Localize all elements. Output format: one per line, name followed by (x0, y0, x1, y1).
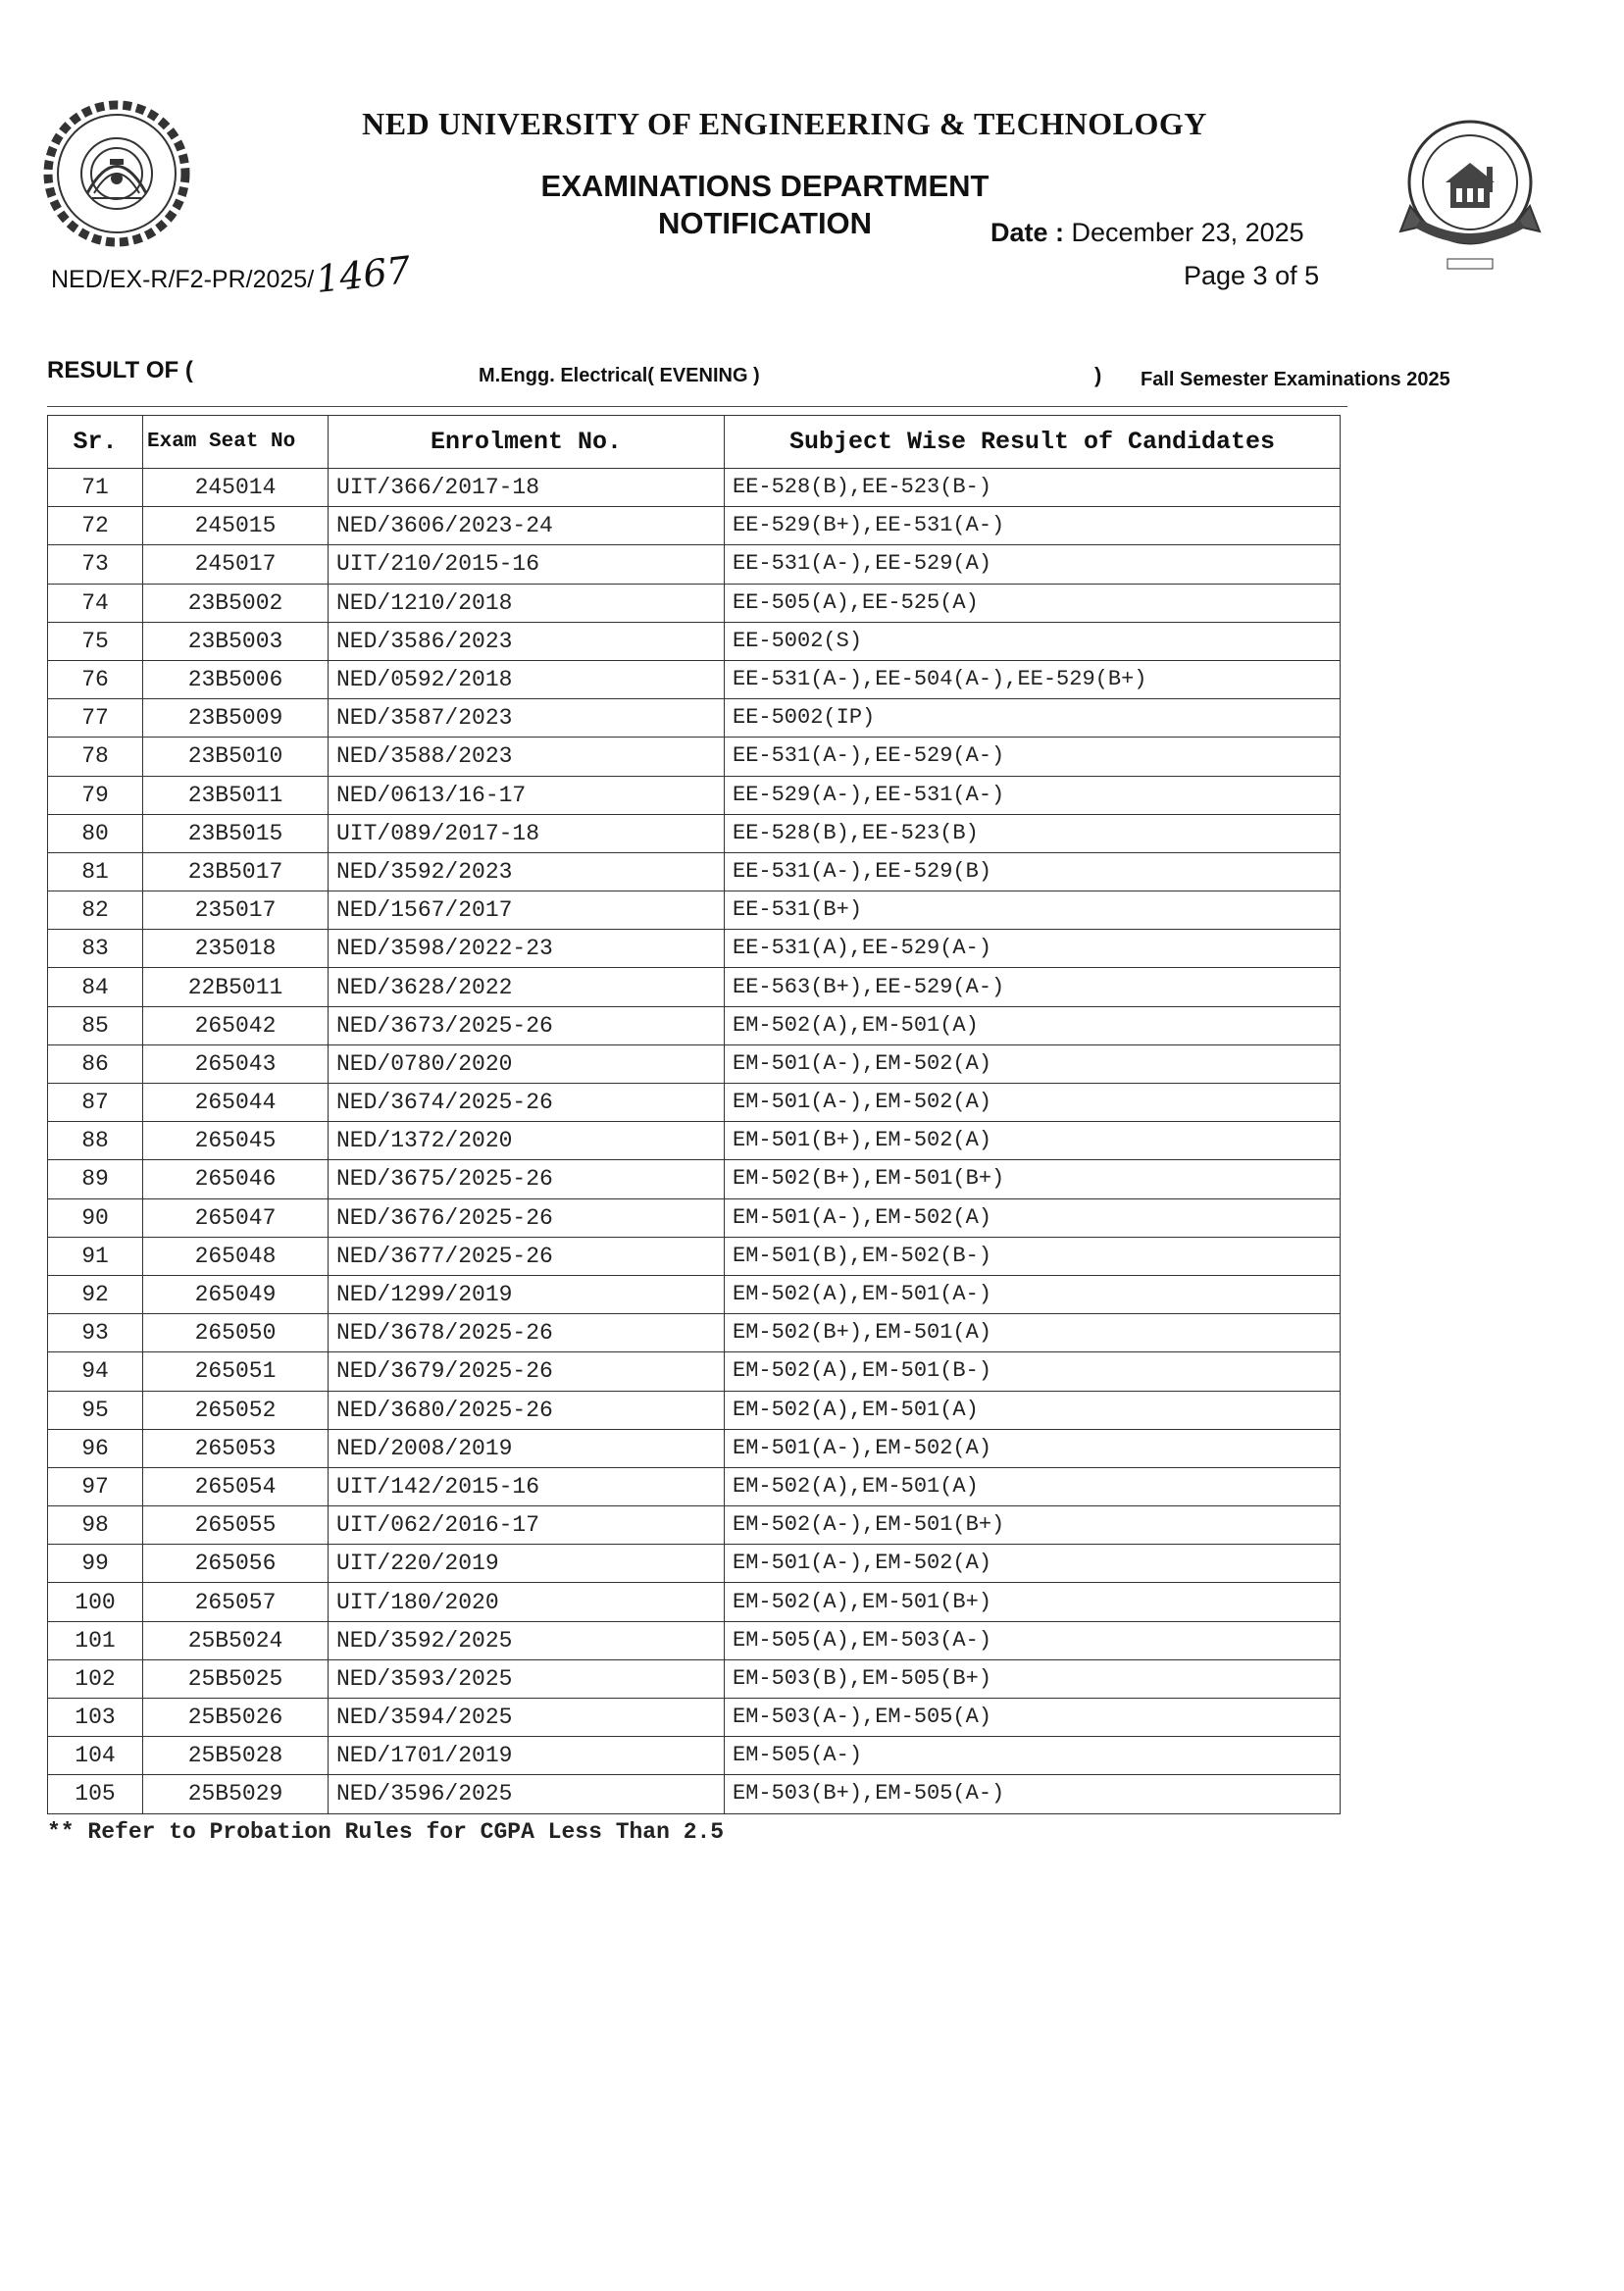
enrolment-cell: UIT/062/2016-17 (329, 1506, 725, 1545)
enrolment-cell: NED/3592/2023 (329, 852, 725, 891)
enrolment-cell: NED/3598/2022-23 (329, 930, 725, 968)
sr-cell: 87 (48, 1084, 143, 1122)
table-row (48, 507, 1341, 545)
enrolment-cell: NED/3673/2025-26 (329, 1006, 725, 1044)
enrolment-cell: NED/3586/2023 (329, 622, 725, 660)
enrolment-cell: UIT/366/2017-18 (329, 469, 725, 507)
result-cell: EE-531(A),EE-529(A-) (725, 930, 1341, 968)
table-row (48, 1391, 1341, 1429)
sr-cell: 79 (48, 776, 143, 814)
exam-seat-cell: 265047 (143, 1198, 329, 1237)
sr-cell: 92 (48, 1275, 143, 1313)
exam-seat-cell: 265055 (143, 1506, 329, 1545)
table-row (48, 738, 1341, 776)
sr-cell: 73 (48, 545, 143, 584)
sr-cell: 84 (48, 968, 143, 1006)
sr-cell: 75 (48, 622, 143, 660)
date-label: Date : (990, 218, 1065, 247)
result-cell: EE-5002(IP) (725, 699, 1341, 738)
result-cell: EE-529(B+),EE-531(A-) (725, 507, 1341, 545)
enrolment-cell: NED/3606/2023-24 (329, 507, 725, 545)
result-cell: EM-501(B),EM-502(B-) (725, 1237, 1341, 1275)
table-row (48, 545, 1341, 584)
exam-seat-cell: 23B5015 (143, 814, 329, 852)
exam-seat-cell: 245015 (143, 507, 329, 545)
notification-title: NOTIFICATION (657, 206, 873, 240)
enrolment-cell: NED/0613/16-17 (329, 776, 725, 814)
result-cell: EE-531(A-),EE-504(A-),EE-529(B+) (725, 660, 1341, 698)
result-cell: EM-501(A-),EM-502(A) (725, 1198, 1341, 1237)
sr-cell: 76 (48, 660, 143, 698)
result-cell: EM-503(B+),EM-505(A-) (725, 1775, 1341, 1813)
sr-cell: 102 (48, 1659, 143, 1698)
exam-seat-cell: 245014 (143, 469, 329, 507)
exam-seat-cell: 265043 (143, 1044, 329, 1083)
enrolment-cell: NED/1210/2018 (329, 584, 725, 622)
sr-cell: 82 (48, 891, 143, 930)
table-row (48, 1160, 1341, 1198)
result-cell: EM-505(A-) (725, 1737, 1341, 1775)
sr-cell: 94 (48, 1352, 143, 1391)
table-row (48, 1583, 1341, 1621)
exam-seat-cell: 265057 (143, 1583, 329, 1621)
sr-cell: 72 (48, 507, 143, 545)
result-cell: EE-531(A-),EE-529(B) (725, 852, 1341, 891)
sr-cell: 85 (48, 1006, 143, 1044)
exam-seat-cell: 265050 (143, 1314, 329, 1352)
exam-seat-cell: 235018 (143, 930, 329, 968)
probation-footnote: ** Refer to Probation Rules for CGPA Less Than 2.5 (47, 1819, 725, 1845)
result-cell: EE-563(B+),EE-529(A-) (725, 968, 1341, 1006)
sr-cell: 81 (48, 852, 143, 891)
result-cell: EM-502(A),EM-501(B-) (725, 1352, 1341, 1391)
sr-cell: 80 (48, 814, 143, 852)
sr-cell: 95 (48, 1391, 143, 1429)
exam-seat-cell: 23B5011 (143, 776, 329, 814)
enrolment-cell: UIT/180/2020 (329, 1583, 725, 1621)
sr-cell: 91 (48, 1237, 143, 1275)
table-row (48, 814, 1341, 852)
enrolment-cell: NED/3594/2025 (329, 1699, 725, 1737)
result-cell: EE-531(B+) (725, 891, 1341, 930)
table-row (48, 699, 1341, 738)
table-row (48, 1275, 1341, 1313)
enrolment-cell: NED/3588/2023 (329, 738, 725, 776)
enrolment-cell: NED/3680/2025-26 (329, 1391, 725, 1429)
exam-seat-cell: 265044 (143, 1084, 329, 1122)
sr-cell: 77 (48, 699, 143, 738)
enrolment-cell: NED/0592/2018 (329, 660, 725, 698)
col-header-sr: Sr. (48, 416, 143, 469)
enrolment-cell: NED/1567/2017 (329, 891, 725, 930)
result-cell: EE-531(A-),EE-529(A) (725, 545, 1341, 584)
result-cell: EM-502(B+),EM-501(B+) (725, 1160, 1341, 1198)
exam-seat-cell: 265053 (143, 1429, 329, 1467)
table-row (48, 930, 1341, 968)
result-cell: EM-502(A),EM-501(A) (725, 1391, 1341, 1429)
reference-handwritten: 1467 (314, 248, 413, 301)
sr-cell: 104 (48, 1737, 143, 1775)
result-cell: EM-503(B),EM-505(B+) (725, 1659, 1341, 1698)
sr-cell: 99 (48, 1545, 143, 1583)
sr-cell: 88 (48, 1122, 143, 1160)
exam-seat-cell: 235017 (143, 891, 329, 930)
sr-cell: 83 (48, 930, 143, 968)
result-cell: EM-501(A-),EM-502(A) (725, 1084, 1341, 1122)
table-row (48, 1122, 1341, 1160)
enrolment-cell: NED/3596/2025 (329, 1775, 725, 1813)
table-row (48, 1084, 1341, 1122)
result-cell: EM-501(A-),EM-502(A) (725, 1044, 1341, 1083)
enrolment-cell: UIT/220/2019 (329, 1545, 725, 1583)
exam-seat-cell: 265052 (143, 1391, 329, 1429)
table-row (48, 584, 1341, 622)
exam-seat-cell: 25B5026 (143, 1699, 329, 1737)
enrolment-cell: NED/2008/2019 (329, 1429, 725, 1467)
enrolment-cell: NED/3593/2025 (329, 1659, 725, 1698)
exam-seat-cell: 265042 (143, 1006, 329, 1044)
result-cell: EE-528(B),EE-523(B) (725, 814, 1341, 852)
sr-cell: 101 (48, 1621, 143, 1659)
table-row (48, 1429, 1341, 1467)
date-value: December 23, 2025 (1071, 218, 1304, 247)
result-of-close: ) (1094, 363, 1102, 387)
enrolment-cell: NED/3675/2025-26 (329, 1160, 725, 1198)
table-row (48, 776, 1341, 814)
result-cell: EM-505(A),EM-503(A-) (725, 1621, 1341, 1659)
col-header-enrolment: Enrolment No. (329, 416, 725, 469)
table-row (48, 1775, 1341, 1813)
result-of-line (47, 357, 1489, 396)
exam-seat-cell: 23B5002 (143, 584, 329, 622)
exam-seat-cell: 265045 (143, 1122, 329, 1160)
exam-seat-cell: 265054 (143, 1467, 329, 1505)
exam-seat-cell: 25B5028 (143, 1737, 329, 1775)
enrolment-cell: NED/3592/2025 (329, 1621, 725, 1659)
exam-seat-cell: 265051 (143, 1352, 329, 1391)
table-row (48, 1006, 1341, 1044)
exam-session: Fall Semester Examinations 2025 (1141, 369, 1450, 390)
sr-cell: 96 (48, 1429, 143, 1467)
department-name: EXAMINATIONS DEPARTMENT (540, 169, 990, 203)
divider-line (47, 406, 1347, 407)
exam-seat-cell: 23B5009 (143, 699, 329, 738)
table-row (48, 1659, 1341, 1698)
table-row (48, 1237, 1341, 1275)
sr-cell: 86 (48, 1044, 143, 1083)
enrolment-cell: UIT/142/2015-16 (329, 1467, 725, 1505)
result-cell: EE-505(A),EE-525(A) (725, 584, 1341, 622)
result-cell: EM-502(A),EM-501(A-) (725, 1275, 1341, 1313)
ned-university-seal-icon (43, 100, 190, 247)
table-row (48, 1737, 1341, 1775)
table-row (48, 1506, 1341, 1545)
university-name: NED UNIVERSITY OF ENGINEERING & TECHNOLOGY (362, 106, 1207, 141)
reference-prefix: NED/EX-R/F2-PR/2025/ (51, 266, 315, 293)
enrolment-cell: NED/3676/2025-26 (329, 1198, 725, 1237)
enrolment-cell: NED/1701/2019 (329, 1737, 725, 1775)
exam-seat-cell: 22B5011 (143, 968, 329, 1006)
sr-cell: 74 (48, 584, 143, 622)
page-number: Page 3 of 5 (1184, 261, 1320, 290)
exam-seat-cell: 265046 (143, 1160, 329, 1198)
table-row (48, 1314, 1341, 1352)
sr-cell: 98 (48, 1506, 143, 1545)
table-header-row (48, 416, 1341, 469)
result-cell: EM-501(B+),EM-502(A) (725, 1122, 1341, 1160)
result-cell: EM-502(A),EM-501(B+) (725, 1583, 1341, 1621)
table-row (48, 1198, 1341, 1237)
table-row (48, 469, 1341, 507)
col-header-result: Subject Wise Result of Candidates (725, 416, 1341, 469)
sr-cell: 90 (48, 1198, 143, 1237)
exam-seat-cell: 23B5003 (143, 622, 329, 660)
table-row (48, 1467, 1341, 1505)
exam-seat-cell: 245017 (143, 545, 329, 584)
sr-cell: 71 (48, 469, 143, 507)
sr-cell: 89 (48, 1160, 143, 1198)
result-cell: EM-502(A),EM-501(A) (725, 1006, 1341, 1044)
reference-number (51, 248, 413, 301)
enrolment-cell: NED/1299/2019 (329, 1275, 725, 1313)
exam-seat-cell: 265056 (143, 1545, 329, 1583)
sr-cell: 103 (48, 1699, 143, 1737)
enrolment-cell: NED/3679/2025-26 (329, 1352, 725, 1391)
sr-cell: 93 (48, 1314, 143, 1352)
exam-seat-cell: 25B5029 (143, 1775, 329, 1813)
sr-cell: 105 (48, 1775, 143, 1813)
table-row (48, 1044, 1341, 1083)
sr-cell: 97 (48, 1467, 143, 1505)
enrolment-cell: NED/1372/2020 (329, 1122, 725, 1160)
exam-seat-cell: 25B5024 (143, 1621, 329, 1659)
enrolment-cell: NED/3674/2025-26 (329, 1084, 725, 1122)
exam-seat-cell: 23B5006 (143, 660, 329, 698)
result-cell: EM-501(A-),EM-502(A) (725, 1429, 1341, 1467)
notice-date (990, 218, 1304, 248)
exam-seat-cell: 23B5017 (143, 852, 329, 891)
sr-cell: 100 (48, 1583, 143, 1621)
enrolment-cell: NED/3677/2025-26 (329, 1237, 725, 1275)
enrolment-cell: UIT/210/2015-16 (329, 545, 725, 584)
result-cell: EE-528(B),EE-523(B-) (725, 469, 1341, 507)
table-body (48, 469, 1341, 1814)
enrolment-cell: NED/3678/2025-26 (329, 1314, 725, 1352)
sr-cell: 78 (48, 738, 143, 776)
exam-seat-cell: 23B5010 (143, 738, 329, 776)
table-row (48, 891, 1341, 930)
enrolment-cell: UIT/089/2017-18 (329, 814, 725, 852)
table-row (48, 622, 1341, 660)
result-of-label: RESULT OF ( (47, 357, 193, 383)
table-row (48, 1352, 1341, 1391)
col-header-seat: Exam Seat No (143, 416, 329, 469)
table-row (48, 1545, 1341, 1583)
result-cell: EM-502(A-),EM-501(B+) (725, 1506, 1341, 1545)
program-name: M.Engg. Electrical( EVENING ) (479, 365, 760, 386)
enrolment-cell: NED/3587/2023 (329, 699, 725, 738)
exam-seat-cell: 265049 (143, 1275, 329, 1313)
result-cell: EE-529(A-),EE-531(A-) (725, 776, 1341, 814)
exam-seat-cell: 265048 (143, 1237, 329, 1275)
table-row (48, 968, 1341, 1006)
result-cell: EM-503(A-),EM-505(A) (725, 1699, 1341, 1737)
ned-centenary-seal-icon (1396, 116, 1544, 271)
results-table (47, 415, 1341, 1814)
exam-seat-cell: 25B5025 (143, 1659, 329, 1698)
result-cell: EM-502(B+),EM-501(A) (725, 1314, 1341, 1352)
table-row (48, 660, 1341, 698)
enrolment-cell: NED/0780/2020 (329, 1044, 725, 1083)
table-row (48, 1699, 1341, 1737)
result-cell: EM-502(A),EM-501(A) (725, 1467, 1341, 1505)
table-row (48, 1621, 1341, 1659)
table-row (48, 852, 1341, 891)
result-cell: EM-501(A-),EM-502(A) (725, 1545, 1341, 1583)
result-cell: EE-531(A-),EE-529(A-) (725, 738, 1341, 776)
result-cell: EE-5002(S) (725, 622, 1341, 660)
enrolment-cell: NED/3628/2022 (329, 968, 725, 1006)
